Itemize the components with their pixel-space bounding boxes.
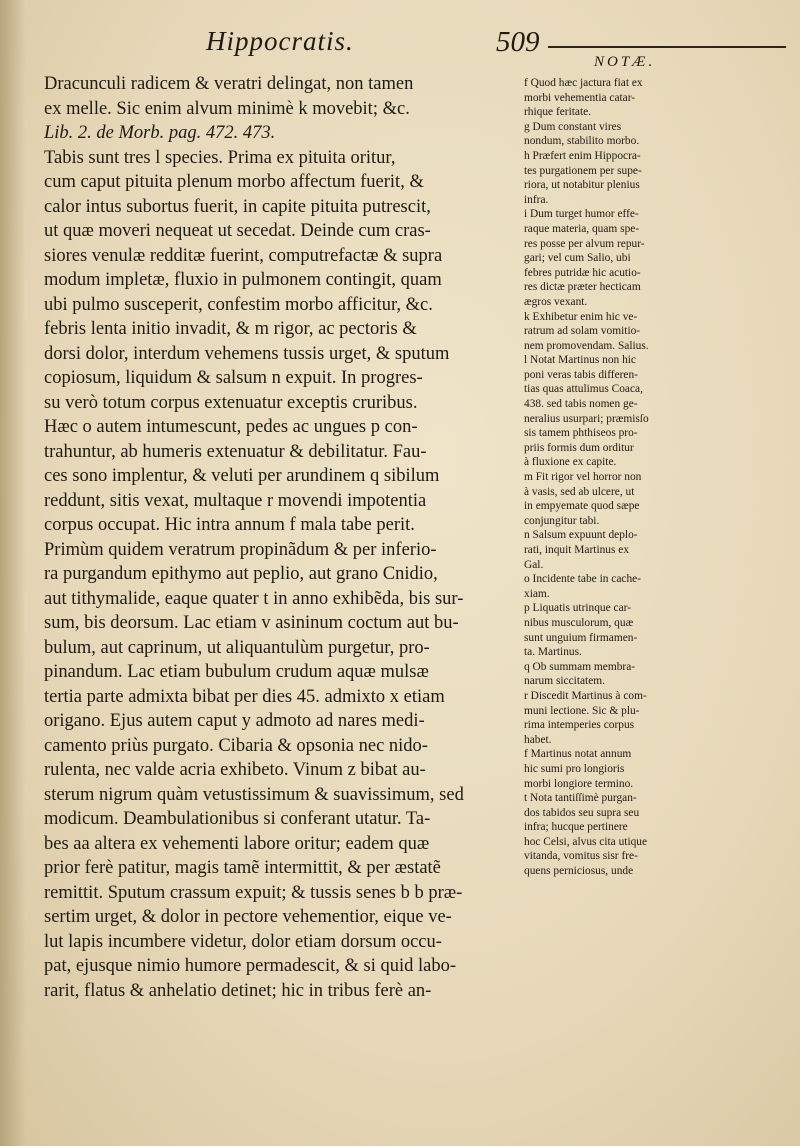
note-line: poni veras tabis differen-: [524, 368, 638, 381]
note-line: sis tamem phthiseos pro-: [524, 427, 638, 440]
text-line: siores venulæ redditæ fuerint, computrefactæ & supra: [44, 245, 443, 266]
text-line: bulum, aut caprinum, ut aliquantulùm purgetur, pro-: [44, 637, 430, 658]
text-line: modum impletæ, fluxio in pulmonem contingit, quam: [44, 270, 442, 290]
text-line: rarit, flatus & anhelatio detinet; hic in tribus ferè an-: [44, 980, 432, 1001]
text-line: febris lenta initio invadit, & m rigor, ac pectoris &: [44, 319, 417, 339]
note-line: morbi longiore termino.: [524, 777, 634, 790]
text-line: Tabis sunt tres l species. Prima ex pituita oritur,: [44, 147, 396, 168]
running-title: Hippocratis.: [206, 26, 354, 56]
note-line: dos tabidos seu supra seu: [524, 806, 640, 819]
text-line: cum caput pituita plenum morbo affectum fuerit, &: [44, 172, 424, 192]
note-line: tes purgationem per supe-: [524, 164, 642, 177]
note-line: raque materia, quam spe-: [524, 222, 640, 235]
note-line: rima intemperies corpus: [524, 719, 635, 732]
text-line: aut tithymalide, eaque quater t in anno exhibẽda, bis sur-: [44, 588, 464, 609]
text-line: bes aa altera ex vehementi labore oritur; eadem quæ: [44, 833, 430, 854]
text-line: lut lapis incumbere videtur, dolor etiam dorsum occu-: [44, 931, 442, 952]
note-line: n Salsum expuunt deplo-: [524, 529, 638, 542]
note-line: rhique feritate.: [524, 106, 592, 119]
note-line: nondum, stabilito morbo.: [524, 135, 640, 148]
text-line: ubi pulmo susceperit, confestim morbo afficitur, &c.: [44, 294, 433, 315]
notes-heading: NOTÆ.: [594, 54, 656, 70]
text-line: dorsi dolor, interdum vehemens tussis urget, & sputum: [44, 343, 450, 364]
note-line: hoc Celsi, alvus cita utique: [524, 835, 648, 848]
text-line: Dracunculi radicem & veratri delingat, non tamen: [44, 74, 414, 94]
note-line: q Ob summam membra-: [524, 660, 636, 673]
note-line: muni lectione. Sic & plu-: [524, 704, 640, 717]
text-line: tertia parte admixta bibat per dies 45. admixto x etiam: [44, 686, 445, 707]
note-line: k Exhibetur enim hic ve-: [524, 310, 638, 323]
page-gutter: [0, 0, 26, 1146]
note-line: à fluxione ex capite.: [524, 456, 617, 469]
note-line: habet.: [524, 733, 552, 746]
note-line: ægros vexant.: [524, 295, 588, 308]
note-line: neralius usurpari; præmisſo: [524, 412, 649, 425]
text-line: Hæc o autem intumescunt, pedes ac ungues p con-: [44, 417, 418, 437]
note-line: p Liquatis utrinque car-: [524, 602, 631, 615]
main-text-column: [44, 72, 524, 1003]
text-line: rulenta, nec valde acria exhibeto. Vinum z bibat au-: [44, 760, 426, 780]
header-rule: [548, 46, 786, 48]
note-line: 438. sed tabis nomen ge-: [524, 398, 638, 411]
note-line: res posse per alvum repur-: [524, 237, 645, 250]
note-line: g Dum constant vires: [524, 120, 622, 133]
text-line: remittit. Sputum crassum expuit; & tussis senes b b præ-: [44, 882, 463, 903]
text-line: ces sono implentur, & veluti per arundinem q sibilum: [44, 466, 440, 486]
note-line: hic sumi pro longioris: [524, 762, 625, 775]
text-line: pat, ejusque nimio humore permadescit, & si quid labo-: [44, 956, 457, 976]
note-line: l Notat Martinus non hic: [524, 354, 636, 367]
text-line: sum, bis deorsum. Lac etiam v asininum coctum aut bu-: [44, 613, 459, 633]
note-line: in empyemate quod sæpe: [524, 500, 640, 513]
note-line: priis formis dum orditur: [524, 441, 634, 454]
note-line: rati, inquit Martinus ex: [524, 544, 630, 556]
note-line: gari; vel cum Salio, ubi: [524, 252, 631, 265]
text-line: camento priùs purgato. Cibaria & opsonia nec nido-: [44, 735, 428, 756]
note-line: morbi vehementia catar-: [524, 91, 636, 104]
text-line: modicum. Deambulationibus si conferant utatur. Ta-: [44, 809, 431, 829]
text-line: Primùm quidem veratrum propinãdum & per inferio-: [44, 539, 437, 560]
text-line: copiosum, liquidum & salsum n expuit. In progres-: [44, 368, 423, 388]
text-line: prior ferè patitur, magis tamẽ intermittit, & per æstatẽ: [44, 858, 441, 878]
note-line: nibus musculorum, quæ: [524, 616, 634, 629]
text-line: corpus occupat. Hic intra annum f mala tabe perit.: [44, 515, 415, 535]
note-line: conjungitur tabi.: [524, 514, 600, 527]
note-line: sunt unguium firmamen-: [524, 631, 638, 644]
note-line: f Quod hæc jactura fiat ex: [524, 77, 643, 89]
note-line: r Discedit Martinus à com-: [524, 689, 647, 702]
note-line: ratrum ad solam vomitio-: [524, 325, 641, 338]
note-line: nem promovendam. Salius.: [524, 339, 649, 352]
text-line: calor intus subortus fuerit, in capite pituita putrescit,: [44, 196, 431, 217]
note-line: riora, ut notabitur plenius: [524, 179, 640, 192]
note-line: infra; hucque pertinere: [524, 821, 628, 834]
notes-column: [524, 76, 786, 879]
note-line: o Incidente tabe in cache-: [524, 573, 642, 586]
text-line: pinandum. Lac etiam bubulum crudum aquæ mulsæ: [44, 662, 429, 682]
note-line: febres putridæ hic acutio-: [524, 266, 641, 279]
note-line: xiam.: [524, 587, 550, 600]
note-line: ta. Martinus.: [524, 646, 582, 659]
note-line: à vasis, sed ab ulcere, ut: [524, 485, 635, 498]
note-line: Gal.: [524, 558, 544, 571]
text-line: sterum nigrum quàm vetustissimum & suavissimum, sed: [44, 784, 464, 805]
text-line: ra purgandum epithymo aut peplio, aut grano Cnidio,: [44, 564, 438, 584]
note-line: f Martinus notat annum: [524, 748, 632, 761]
page-number: 509: [496, 26, 540, 58]
text-line: reddunt, sitis vexat, multaque r movendi impotentia: [44, 490, 427, 511]
note-line: m Fit rigor vel horror non: [524, 471, 642, 484]
note-line: t Nota tantiſſimè purgan-: [524, 792, 637, 805]
note-line: vitanda, vomitus sisr fre-: [524, 850, 638, 863]
note-line: h Præfert enim Hippocra-: [524, 149, 641, 162]
text-line: ut quæ moveri nequeat ut secedat. Deinde cum cras-: [44, 221, 431, 241]
reference-line: Lib. 2. de Morb. pag. 472. 473.: [44, 123, 276, 143]
text-line: trahuntur, ab humeris extenuatur & debilitatur. Fau-: [44, 441, 427, 462]
note-line: quens perniciosus, unde: [524, 865, 634, 878]
note-line: infra.: [524, 193, 549, 206]
text-line: sertim urget, & dolor in pectore vehementior, eique ve-: [44, 907, 452, 927]
text-line: origano. Ejus autem caput y admoto ad nares medi-: [44, 711, 425, 731]
text-line: ex melle. Sic enim alvum minimè k movebit; &c.: [44, 98, 410, 119]
note-line: tias quas attulimus Coaca,: [524, 383, 643, 396]
note-line: i Dum turget humor effe-: [524, 208, 639, 221]
note-line: res dictæ præter hecticam: [524, 281, 641, 294]
note-line: narum siccitatem.: [524, 675, 605, 688]
text-line: su verò totum corpus extenuatur exceptis cruribus.: [44, 392, 418, 413]
